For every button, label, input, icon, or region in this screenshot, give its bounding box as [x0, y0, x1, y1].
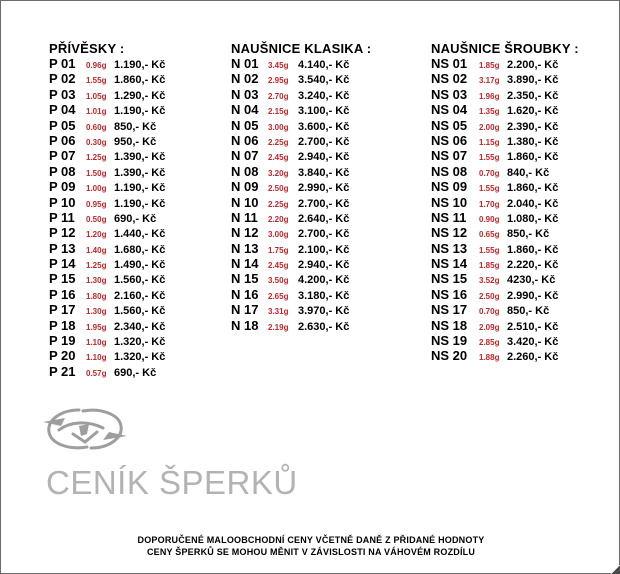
- item-code: P 02: [49, 71, 76, 87]
- price-row: [231, 318, 371, 333]
- price-row: [231, 148, 371, 163]
- item-weight: 2.20g: [268, 214, 289, 224]
- column-nausnice-klasika: [231, 41, 371, 333]
- item-code: NS 07: [431, 148, 468, 164]
- price-row: [431, 148, 579, 163]
- item-price: 2.390,- Kč: [507, 120, 559, 133]
- item-price: 2.350,- Kč: [507, 89, 559, 102]
- item-code: P 15: [49, 271, 76, 287]
- item-weight: 2.25g: [268, 137, 289, 147]
- item-weight: 2.45g: [268, 153, 289, 163]
- price-row: [49, 210, 165, 225]
- price-row: [231, 287, 371, 302]
- price-row: [431, 56, 579, 71]
- item-weight: 3.45g: [268, 61, 289, 70]
- price-row: [49, 148, 165, 163]
- item-weight: 1.10g: [86, 353, 107, 363]
- item-weight: 2.09g: [479, 322, 500, 332]
- item-price: 2.260,- Kč: [507, 351, 559, 364]
- item-weight: 1.05g: [86, 91, 107, 101]
- item-price: 4.140,- Kč: [298, 59, 350, 71]
- column-title: PŘÍVĚSKY :: [49, 41, 125, 56]
- item-price: 690,- Kč: [114, 212, 157, 225]
- price-row: [49, 179, 165, 194]
- item-weight: 1.35g: [479, 107, 500, 117]
- item-weight: 3.17g: [479, 76, 500, 86]
- item-price: 1.680,- Kč: [114, 243, 166, 256]
- item-weight: 1.55g: [86, 76, 107, 86]
- item-price: 4230,- Kč: [507, 274, 556, 287]
- item-code: N 04: [231, 102, 259, 118]
- item-code: NS 12: [431, 225, 468, 241]
- price-row: [231, 164, 371, 179]
- item-code: NS 14: [431, 256, 468, 272]
- price-row: [231, 271, 371, 286]
- item-code: N 09: [231, 179, 259, 195]
- price-row: [231, 102, 371, 117]
- item-price: 3.840,- Kč: [298, 166, 350, 179]
- price-note: DOPORUČENÉ MALOOBCHODNÍ CENY VČETNĚ DANĚ Z PŘIDANÉ HODNOTY: [137, 535, 485, 545]
- column-title: NAUŠNICE ŠROUBKY :: [431, 41, 579, 56]
- item-weight: 2.95g: [268, 76, 289, 86]
- item-weight: 0.57g: [86, 368, 107, 378]
- item-code: NS 10: [431, 194, 468, 210]
- item-price: 1.860,- Kč: [114, 74, 166, 87]
- item-price: 3.240,- Kč: [298, 89, 350, 102]
- item-price: 2.160,- Kč: [114, 289, 166, 302]
- item-weight: 1.75g: [268, 245, 289, 255]
- item-code: P 20: [49, 348, 76, 364]
- price-row: [431, 87, 579, 102]
- item-code: P 08: [49, 163, 76, 179]
- item-code: NS 08: [431, 163, 468, 179]
- item-weight: 1.20g: [86, 230, 107, 240]
- item-price: 2.700,- Kč: [298, 135, 350, 148]
- item-code: NS 04: [431, 102, 468, 118]
- item-price: 2.040,- Kč: [507, 197, 559, 210]
- item-code: P 18: [49, 317, 76, 333]
- item-code: NS 02: [431, 71, 468, 87]
- price-row: [49, 364, 165, 379]
- item-price: 3.540,- Kč: [298, 74, 350, 87]
- item-price: 1.860,- Kč: [507, 243, 559, 256]
- item-price: 850,- Kč: [507, 305, 550, 318]
- item-weight: 1.50g: [86, 168, 107, 178]
- item-code: N 15: [231, 271, 259, 287]
- item-price: 2.640,- Kč: [298, 212, 350, 225]
- item-price: 1.490,- Kč: [114, 259, 166, 272]
- price-row: [231, 179, 371, 194]
- item-code: NS 19: [431, 333, 468, 349]
- price-row: [431, 179, 579, 194]
- price-row: [49, 241, 165, 256]
- price-row: [431, 118, 579, 133]
- item-weight: 1.40g: [86, 245, 107, 255]
- item-code: NS 03: [431, 86, 468, 102]
- item-price: 2.100,- Kč: [298, 243, 350, 256]
- price-row: [49, 302, 165, 317]
- item-code: P 03: [49, 86, 76, 102]
- item-price: 2.940,- Kč: [298, 151, 350, 164]
- item-price: 2.990,- Kč: [507, 289, 559, 302]
- item-price: 4.200,- Kč: [298, 274, 350, 287]
- item-weight: 3.31g: [268, 307, 289, 317]
- item-code: N 02: [231, 71, 259, 87]
- item-price: 1.860,- Kč: [507, 151, 559, 164]
- item-code: N 03: [231, 86, 259, 102]
- price-row: [49, 256, 165, 271]
- item-code: N 01: [231, 56, 259, 71]
- item-weight: 1.55g: [479, 245, 500, 255]
- price-row: [231, 302, 371, 317]
- item-code: NS 09: [431, 179, 468, 195]
- price-row: [231, 225, 371, 240]
- item-weight: 1.30g: [86, 307, 107, 317]
- price-row: [431, 302, 579, 317]
- item-weight: 1.88g: [479, 353, 500, 363]
- item-weight: 1.85g: [479, 61, 500, 70]
- item-weight: 0.95g: [86, 199, 107, 209]
- jewelry-logo-icon: [39, 404, 131, 454]
- item-price: 1.440,- Kč: [114, 228, 166, 241]
- price-row: [231, 71, 371, 86]
- item-code: P 04: [49, 102, 76, 118]
- column-privesky: [49, 41, 165, 379]
- item-weight: 0.65g: [479, 230, 500, 240]
- item-price: 2.220,- Kč: [507, 259, 559, 272]
- item-weight: 1.10g: [86, 338, 107, 348]
- item-price: 1.320,- Kč: [114, 351, 166, 364]
- item-price: 2.630,- Kč: [298, 320, 350, 333]
- price-row: [49, 287, 165, 302]
- item-price: 1.190,- Kč: [114, 105, 166, 118]
- price-row: [431, 287, 579, 302]
- item-code: N 16: [231, 286, 259, 302]
- item-code: NS 16: [431, 286, 468, 302]
- item-price: 850,- Kč: [114, 120, 157, 133]
- item-weight: 1.80g: [86, 291, 107, 301]
- item-price: 1.560,- Kč: [114, 305, 166, 318]
- item-weight: 0.30g: [86, 137, 107, 147]
- item-weight: 3.20g: [268, 168, 289, 178]
- item-weight: 2.25g: [268, 199, 289, 209]
- item-weight: 3.00g: [268, 122, 289, 132]
- price-row: [49, 271, 165, 286]
- price-rows: [431, 56, 579, 364]
- price-row: [231, 210, 371, 225]
- item-code: NS 05: [431, 117, 468, 133]
- item-price: 2.340,- Kč: [114, 320, 166, 333]
- item-weight: 0.60g: [86, 122, 107, 132]
- item-code: P 11: [49, 209, 75, 225]
- item-price: 3.600,- Kč: [298, 120, 350, 133]
- item-price: 2.700,- Kč: [298, 228, 350, 241]
- item-price: 2.510,- Kč: [507, 320, 559, 333]
- price-row: [49, 348, 165, 363]
- price-row: [49, 195, 165, 210]
- price-row: [231, 256, 371, 271]
- item-code: P 01: [49, 56, 76, 71]
- item-weight: 1.15g: [479, 137, 500, 147]
- item-code: P 17: [49, 302, 76, 318]
- item-code: NS 18: [431, 317, 468, 333]
- item-code: N 07: [231, 148, 259, 164]
- item-code: N 13: [231, 240, 259, 256]
- item-weight: 1.85g: [479, 261, 500, 271]
- item-weight: 1.95g: [86, 322, 107, 332]
- price-row: [49, 333, 165, 348]
- price-row: [431, 164, 579, 179]
- item-code: P 14: [49, 256, 76, 272]
- price-row: [49, 133, 165, 148]
- item-price: 3.180,- Kč: [298, 289, 350, 302]
- price-row: [49, 164, 165, 179]
- item-code: P 07: [49, 148, 76, 164]
- price-row: [431, 71, 579, 86]
- item-price: 1.860,- Kč: [507, 182, 559, 195]
- item-code: P 05: [49, 117, 76, 133]
- item-code: NS 17: [431, 302, 468, 318]
- item-weight: 1.96g: [479, 91, 500, 101]
- price-row: [431, 256, 579, 271]
- price-row: [431, 348, 579, 363]
- item-code: NS 11: [431, 209, 467, 225]
- item-weight: 1.70g: [479, 199, 500, 209]
- item-price: 1.620,- Kč: [507, 105, 559, 118]
- item-code: NS 13: [431, 240, 468, 256]
- price-row: [431, 271, 579, 286]
- price-row: [49, 56, 165, 71]
- item-code: NS 01: [431, 56, 468, 71]
- item-price: 850,- Kč: [507, 228, 550, 241]
- column-title: NAUŠNICE KLASIKA :: [231, 41, 372, 56]
- item-price: 2.700,- Kč: [298, 197, 350, 210]
- item-weight: 2.50g: [268, 184, 289, 194]
- item-weight: 0.90g: [479, 214, 500, 224]
- item-code: P 16: [49, 286, 76, 302]
- item-price: 1.080,- Kč: [507, 212, 559, 225]
- item-weight: 1.01g: [86, 107, 107, 117]
- item-weight: 1.55g: [479, 184, 500, 194]
- item-price: 1.380,- Kč: [507, 135, 559, 148]
- column-nausnice-sroubky: [431, 41, 579, 364]
- item-code: N 12: [231, 225, 259, 241]
- price-row: [431, 333, 579, 348]
- item-price: 3.970,- Kč: [298, 305, 350, 318]
- item-code: N 18: [231, 317, 259, 333]
- item-price: 3.420,- Kč: [507, 336, 559, 349]
- price-row: [231, 118, 371, 133]
- item-price: 2.200,- Kč: [507, 59, 559, 71]
- item-code: N 06: [231, 132, 259, 148]
- price-rows: [49, 56, 165, 379]
- item-weight: 2.70g: [268, 91, 289, 101]
- item-weight: 2.65g: [268, 291, 289, 301]
- variation-note: CENY ŠPERKŮ SE MOHOU MĚNIT V ZÁVISLOSTI NA VÁHOVÉM ROZDÍLU: [146, 547, 476, 557]
- item-weight: 2.00g: [479, 122, 500, 132]
- item-price: 2.940,- Kč: [298, 259, 350, 272]
- item-weight: 1.00g: [86, 184, 107, 194]
- price-row: [49, 318, 165, 333]
- item-code: P 12: [49, 225, 76, 241]
- price-row: [231, 133, 371, 148]
- item-weight: 1.25g: [86, 261, 107, 271]
- item-price: 1.390,- Kč: [114, 166, 166, 179]
- item-price: 1.290,- Kč: [114, 89, 166, 102]
- item-code: P 13: [49, 240, 76, 256]
- item-weight: 0.96g: [86, 61, 107, 70]
- item-code: NS 15: [431, 271, 468, 287]
- item-weight: 1.25g: [86, 153, 107, 163]
- item-code: N 17: [231, 302, 259, 318]
- item-price: 1.320,- Kč: [114, 336, 166, 349]
- item-weight: 2.50g: [479, 291, 500, 301]
- price-row: [231, 241, 371, 256]
- item-code: N 08: [231, 163, 259, 179]
- item-weight: 2.15g: [268, 107, 289, 117]
- item-code: NS 20: [431, 348, 468, 364]
- item-code: P 21: [49, 363, 76, 379]
- item-price: 3.100,- Kč: [298, 105, 350, 118]
- item-code: P 09: [49, 179, 76, 195]
- item-weight: 0.70g: [479, 168, 500, 178]
- item-weight: 3.00g: [268, 230, 289, 240]
- item-weight: 1.55g: [479, 153, 500, 163]
- item-weight: 2.45g: [268, 261, 289, 271]
- price-row: [431, 133, 579, 148]
- item-weight: 2.19g: [268, 322, 289, 332]
- price-row: [431, 318, 579, 333]
- page-title: CENÍK ŠPERKŮ: [46, 464, 298, 501]
- price-rows: [231, 56, 371, 333]
- item-price: 1.190,- Kč: [114, 182, 166, 195]
- price-row: [231, 87, 371, 102]
- price-row: [431, 225, 579, 240]
- item-weight: 0.70g: [479, 307, 500, 317]
- item-code: N 10: [231, 194, 259, 210]
- item-code: P 10: [49, 194, 76, 210]
- item-weight: 1.30g: [86, 276, 107, 286]
- price-row: [431, 210, 579, 225]
- item-price: 3.890,- Kč: [507, 74, 559, 87]
- item-code: N 05: [231, 117, 259, 133]
- item-price: 840,- Kč: [507, 166, 550, 179]
- item-weight: 2.85g: [479, 338, 500, 348]
- item-code: P 06: [49, 132, 76, 148]
- price-row: [49, 87, 165, 102]
- item-code: P 19: [49, 333, 76, 349]
- item-price: 1.390,- Kč: [114, 151, 166, 164]
- price-row: [49, 225, 165, 240]
- item-price: 690,- Kč: [114, 366, 157, 379]
- item-weight: 3.52g: [479, 276, 500, 286]
- item-code: NS 06: [431, 132, 468, 148]
- item-price: 1.190,- Kč: [114, 59, 166, 71]
- price-row: [431, 195, 579, 210]
- item-price: 1.190,- Kč: [114, 197, 166, 210]
- item-weight: 3.50g: [268, 276, 289, 286]
- price-row: [49, 102, 165, 117]
- item-code: N 11: [231, 209, 258, 225]
- item-price: 950,- Kč: [114, 135, 157, 148]
- item-weight: 0.50g: [86, 214, 107, 224]
- price-row: [431, 241, 579, 256]
- price-row: [231, 56, 371, 71]
- price-row: [49, 118, 165, 133]
- price-row: [231, 195, 371, 210]
- item-price: 2.990,- Kč: [298, 182, 350, 195]
- price-row: [49, 71, 165, 86]
- item-price: 1.560,- Kč: [114, 274, 166, 287]
- price-row: [431, 102, 579, 117]
- item-code: N 14: [231, 256, 259, 272]
